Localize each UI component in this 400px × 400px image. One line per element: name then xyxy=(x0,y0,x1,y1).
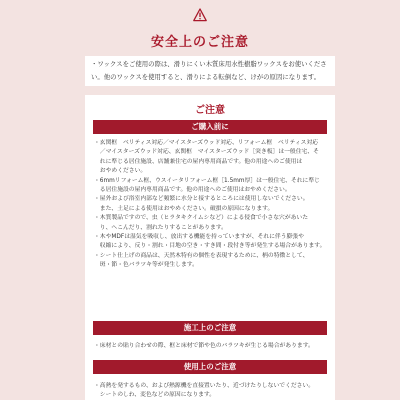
wax-notice-line: い。他のワックスを使用すると、滑りによる転倒など、けがの原因になります。 xyxy=(91,73,321,81)
caution-panel xyxy=(85,95,335,400)
note-line: ・6mmリフォーム框、ウスイータリフォーム框［1.5mm厚］は一般住宅、それに準じ xyxy=(94,177,320,184)
note-line: 収縮により、反り・割れ・目地の空き・すき間・段付き等が発生する場合があります。 xyxy=(94,243,326,250)
note-line: ・木質製品ですので、虫（ヒラタキクイムシなど）による侵食で小さな穴があいた xyxy=(94,215,309,222)
wax-notice-line: ・ワックスをご使用の際は、滑りにくい木質床用水性樹脂ワックスをお使いくださ xyxy=(91,60,327,68)
section-heading-usage: 使用上のご注意 xyxy=(93,360,327,374)
note-line: 斑・節・色バラツキ等が発生します。 xyxy=(94,262,198,269)
warning-triangle-icon xyxy=(193,8,207,22)
usage-notes xyxy=(94,382,330,400)
note-line: おやめください。 xyxy=(94,168,147,175)
installation-notes xyxy=(94,342,330,351)
wax-notice-box xyxy=(85,56,335,86)
note-line: る居住施設の屋内専用商品です。他の用途へのご使用はおやめください。 xyxy=(94,187,291,194)
note-line: シートのしわ、変色などの原因になります。 xyxy=(94,392,216,399)
note-line: ・屋外および浴室内部など頻繁に水分と接するところには使用しないでください。 xyxy=(94,196,309,203)
note-line: ・玄関框 ベリティス対応／マイスターズウッド対応、リフォーム框 ベリティス対応 xyxy=(94,140,319,146)
note-line: ・シート仕上げの商品は、天然木特有の個性を表現するために、柄の特徴として、 xyxy=(94,252,309,259)
caution-title: ご注意 xyxy=(195,105,225,116)
note-line: ・床材との貼り合わせの際、框と床材で節や色のバラツキが生じる場合があります。 xyxy=(94,343,314,349)
note-line: り、へこんだり、割れたりすることがあります。 xyxy=(94,224,227,231)
section-heading-installation: 施工上のご注意 xyxy=(93,321,327,335)
section-heading-before-purchase: ご購入前に xyxy=(93,120,327,134)
note-line: ・高熱を発するもの、および熱源機を直接置いたり、近づけたりしないでください。 xyxy=(94,383,315,389)
note-line: ／マイスターズウッド対応、玄関框 マイスターズウッド［突き板］は一般住宅、そ xyxy=(94,149,319,156)
before-purchase-notes xyxy=(94,139,330,271)
note-line: れに準じる居住施設、店舗兼住宅の屋内専用商品です。他の用途へのご使用は xyxy=(94,158,303,165)
safety-title: 安全上のご注意 xyxy=(150,35,249,50)
note-line: また、土足による使用はおやめください。破損の原因になります。 xyxy=(94,205,274,212)
note-line: ・木やMDFは湿気を吸収し、放出する機能を持っていますが、それに伴う膨張や xyxy=(94,234,304,241)
